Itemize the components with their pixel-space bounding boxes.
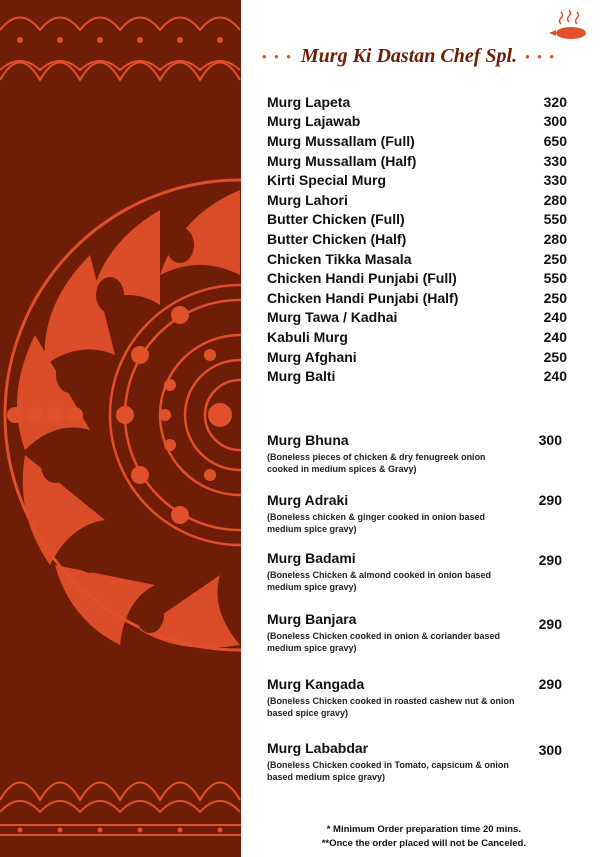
item-name: Murg Mussallam (Full)	[267, 132, 415, 149]
item-price: 240	[543, 328, 567, 345]
item-name: Chicken Handi Punjabi (Full)	[267, 270, 457, 287]
special-item-lababdar	[267, 740, 567, 783]
list-item	[267, 151, 567, 171]
item-price: 300	[543, 113, 567, 130]
item-description: (Boneless pieces of chicken & dry fenugreek onion cooked in medium spices & Gravy)	[267, 452, 486, 474]
item-name: Murg Banjara	[267, 611, 357, 627]
special-item-adraki	[267, 492, 567, 535]
item-price: 550	[543, 270, 567, 287]
item-price: 280	[543, 230, 567, 247]
list-item	[267, 131, 567, 151]
item-price: 240	[543, 368, 567, 385]
item-name: Murg Lahori	[267, 191, 348, 208]
item-description: (Boneless Chicken cooked in roasted cashew nut & onion based spice gravy)	[267, 696, 515, 718]
special-item-bhuna	[267, 432, 567, 475]
footer-note-cancellation: **Once the order placed will not be Canceled.	[321, 838, 526, 849]
list-item	[267, 327, 567, 347]
footer-notes	[322, 823, 526, 851]
list-item	[267, 190, 567, 210]
decorative-dots-right: • • •	[525, 48, 556, 64]
list-item	[267, 288, 567, 308]
page-title: Murg Ki Dastan Chef Spl.	[300, 44, 518, 67]
item-price: 250	[543, 289, 567, 306]
item-price: 330	[543, 172, 567, 189]
item-description: (Boneless Chicken cooked in onion & coriander based medium spice gravy)	[267, 631, 501, 653]
item-name: Murg Bhuna	[267, 432, 349, 448]
item-name: Chicken Tikka Masala	[267, 250, 412, 267]
item-price: 280	[543, 191, 567, 208]
item-name: Butter Chicken (Full)	[267, 211, 405, 228]
item-name: Kabuli Murg	[267, 328, 348, 345]
menu-list	[267, 92, 567, 386]
list-item	[267, 229, 567, 249]
list-item	[267, 366, 567, 386]
item-name: Murg Tawa / Kadhai	[267, 309, 398, 326]
item-name: Chicken Handi Punjabi (Half)	[267, 289, 459, 306]
decorative-panel	[0, 0, 241, 857]
item-description: (Boneless chicken & ginger cooked in onion based medium spice gravy)	[267, 512, 486, 534]
item-name: Murg Kangada	[267, 676, 365, 692]
item-price: 250	[543, 348, 567, 365]
item-price: 320	[543, 93, 567, 110]
item-name: Murg Badami	[267, 550, 356, 566]
special-item-banjara	[267, 611, 567, 654]
mandala-pattern-icon	[0, 0, 241, 857]
item-description: (Boneless Chicken & almond cooked in onion based medium spice gravy)	[267, 570, 492, 592]
item-price: 290	[538, 616, 562, 632]
decorative-dots-left: • • •	[262, 48, 293, 64]
list-item	[267, 268, 567, 288]
list-item	[267, 308, 567, 328]
item-price: 290	[538, 492, 562, 508]
item-price: 300	[538, 432, 562, 448]
list-item	[267, 92, 567, 112]
item-price: 290	[538, 552, 562, 568]
special-item-badami	[267, 550, 567, 593]
item-name: Murg Adraki	[267, 492, 349, 508]
item-name: Murg Balti	[267, 368, 336, 385]
footer-note-preparation-time: * Minimum Order preparation time 20 mins.	[326, 824, 521, 835]
item-price: 330	[543, 152, 567, 169]
item-name: Murg Lajawab	[267, 113, 361, 130]
item-price: 240	[543, 309, 567, 326]
item-name: Murg Afghani	[267, 348, 357, 365]
item-name: Murg Mussallam (Half)	[267, 152, 417, 169]
list-item	[267, 347, 567, 367]
item-name: Murg Lapeta	[267, 93, 351, 110]
item-price: 290	[538, 676, 562, 692]
section-header	[262, 44, 582, 68]
item-price: 650	[543, 132, 567, 149]
list-item	[267, 210, 567, 230]
cooking-pot-logo-icon	[547, 8, 591, 40]
special-item-kangada	[267, 676, 567, 719]
item-name: Kirti Special Murg	[267, 172, 387, 189]
list-item	[267, 112, 567, 132]
item-description: (Boneless Chicken cooked in Tomato, capsicum & onion based medium spice gravy)	[267, 760, 509, 782]
item-price: 550	[543, 211, 567, 228]
item-name: Murg Lababdar	[267, 740, 369, 756]
item-price: 300	[538, 742, 562, 758]
list-item	[267, 249, 567, 269]
list-item	[267, 170, 567, 190]
item-name: Butter Chicken (Half)	[267, 230, 407, 247]
item-price: 250	[543, 250, 567, 267]
